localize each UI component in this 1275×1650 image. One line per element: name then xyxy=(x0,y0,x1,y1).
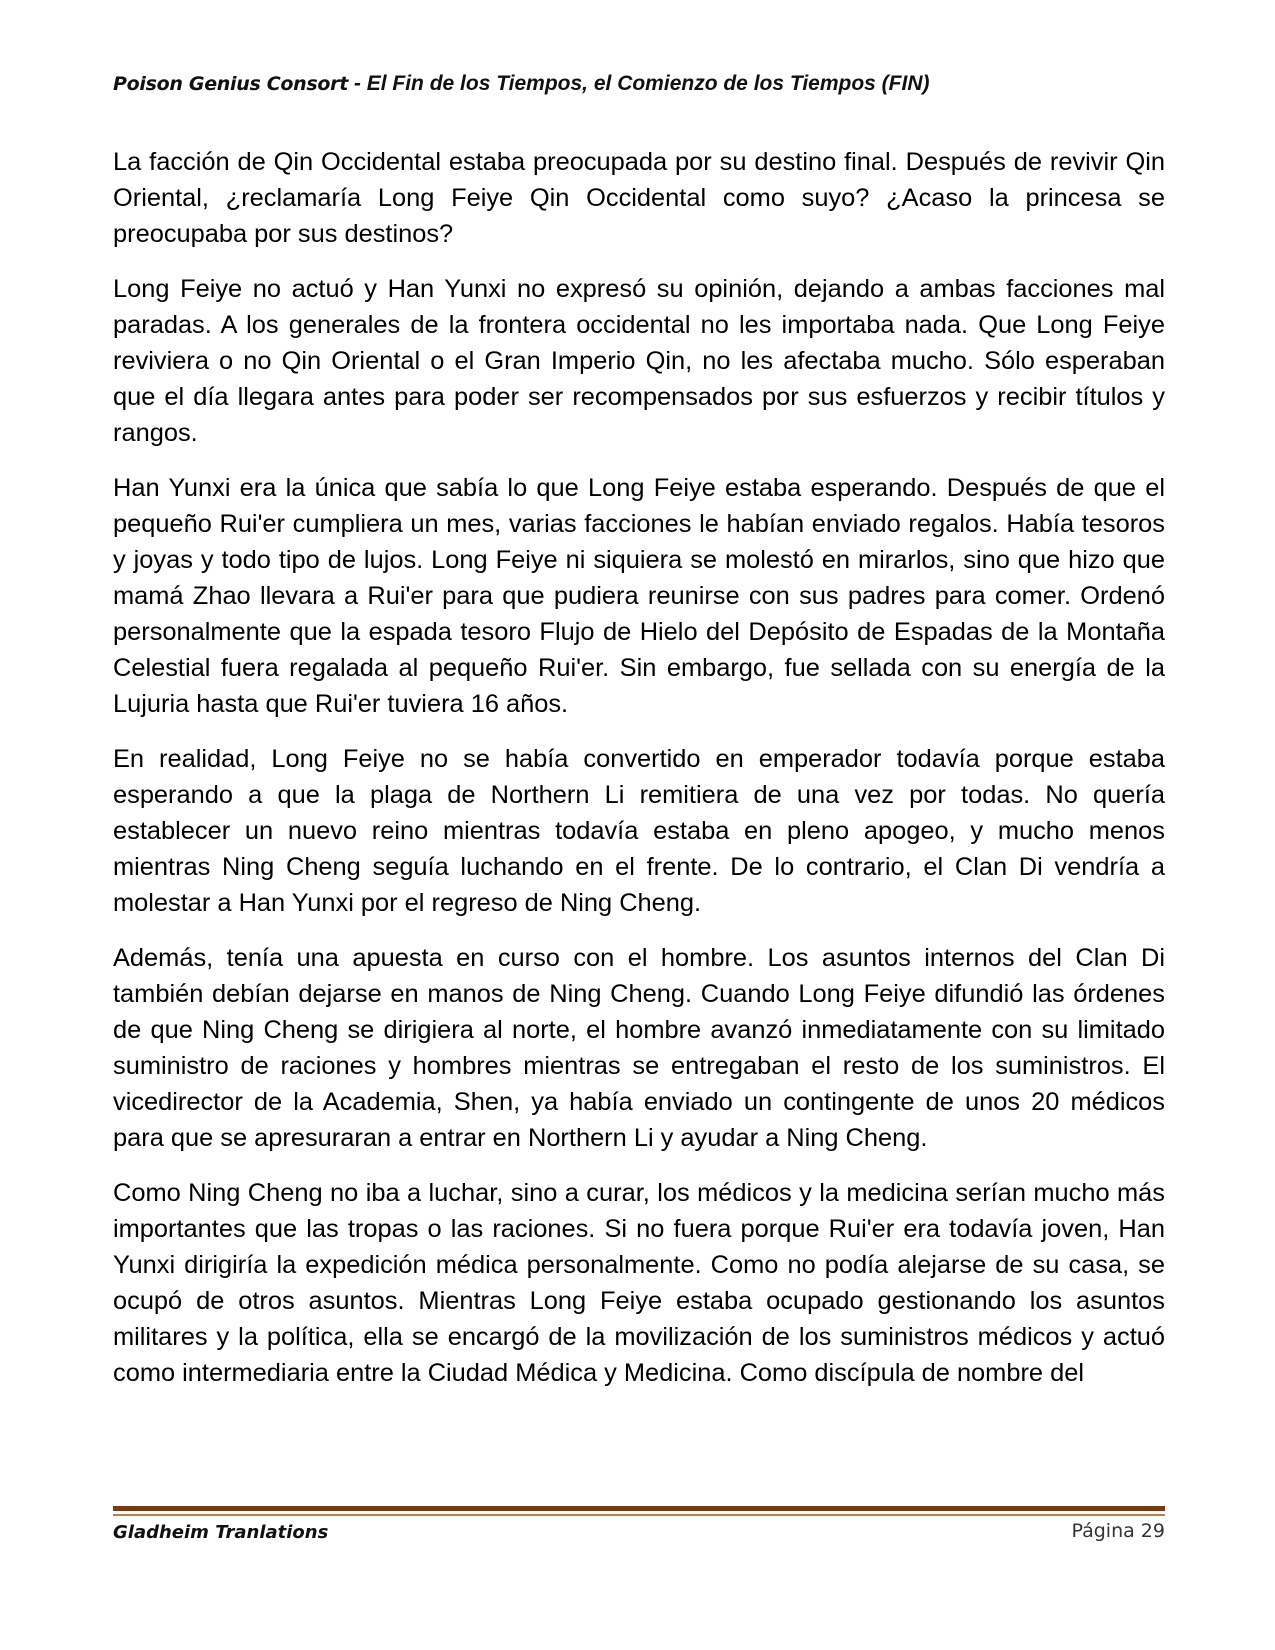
paragraph-1: La facción de Qin Occidental estaba preocupada por su destino final. Después de revivir Qin Oriental, ¿reclamaría Long Feiye Qin Occidental como suyo? ¿Acaso la princesa se preocupaba por sus destinos? xyxy=(113,148,1165,248)
paragraph-6: Como Ning Cheng no iba a luchar, sino a curar, los médicos y la medicina serían mucho más importantes que las tropas o las raciones. Si no fuera porque Rui'er era todavía joven, Han Yunxi dirigiría la expedición médica personalmente. Como no podía alejarse de su casa, se ocupó de otros asuntos. Mientras Long Feiye estaba ocupado gestionando los asuntos militares y la política, ella se encargó de la movilización de los suministros médicos y actuó como intermediaria entre la Ciudad Médica y Medicina. Como discípula de nombre del xyxy=(113,1179,1165,1387)
footer-rule-thin xyxy=(113,1514,1165,1516)
page-body xyxy=(113,144,1165,1410)
paragraph-5: Además, tenía una apuesta en curso con el hombre. Los asuntos internos del Clan Di también debían dejarse en manos de Ning Cheng. Cuando Long Feiye difundió las órdenes de que Ning Cheng se dirigiera al norte, el hombre avanzó inmediatamente con su limitado suministro de raciones y hombres mientras se entregaban el resto de los suministros. El vicedirector de la Academia, Shen, ya había enviado un contingente de unos 20 médicos para que se apresuraran a entrar en Northern Li y ayudar a Ning Cheng. xyxy=(113,944,1165,1152)
paragraph-3: Han Yunxi era la única que sabía lo que Long Feiye estaba esperando. Después de que el pequeño Rui'er cumpliera un mes, varias facciones le habían enviado regalos. Había tesoros y joyas y todo tipo de lujos. Long Feiye ni siquiera se molestó en mirarlos, sino que hizo que mamá Zhao llevara a Rui'er para que pudiera reunirse con sus padres para comer. Ordenó personalmente que la espada tesoro Flujo de Hielo del Depósito de Espadas de la Montaña Celestial fuera regalada al pequeño Rui'er. Sin embargo, fue sellada con su energía de la Lujuria hasta que Rui'er tuviera 16 años. xyxy=(113,474,1165,718)
chapter-title: El Fin de los Tiempos, el Comienzo de los Tiempos (FIN) xyxy=(366,72,930,95)
footer-publisher: Gladheim Tranlations xyxy=(113,1522,329,1543)
book-title: Poison Genius Consort xyxy=(113,73,349,95)
footer-page-number: Página 29 xyxy=(1071,1520,1165,1542)
footer-rule-thick xyxy=(113,1506,1165,1511)
header-separator: - xyxy=(348,72,367,95)
paragraph-2: Long Feiye no actuó y Han Yunxi no expresó su opinión, dejando a ambas facciones mal paradas. A los generales de la frontera occidental no les importaba nada. Que Long Feiye reviviera o no Qin Oriental o el Gran Imperio Qin, no les afectaba mucho. Sólo esperaban que el día llegara antes para poder ser recompensados por sus esfuerzos y recibir títulos y rangos. xyxy=(113,275,1165,447)
paragraph-4: En realidad, Long Feiye no se había convertido en emperador todavía porque estaba esperando a que la plaga de Northern Li remitiera de una vez por todas. No quería establecer un nuevo reino mientras todavía estaba en pleno apogeo, y mucho menos mientras Ning Cheng seguía luchando en el frente. De lo contrario, el Clan Di vendría a molestar a Han Yunxi por el regreso de Ning Cheng. xyxy=(113,745,1165,917)
page-header xyxy=(113,72,1163,96)
